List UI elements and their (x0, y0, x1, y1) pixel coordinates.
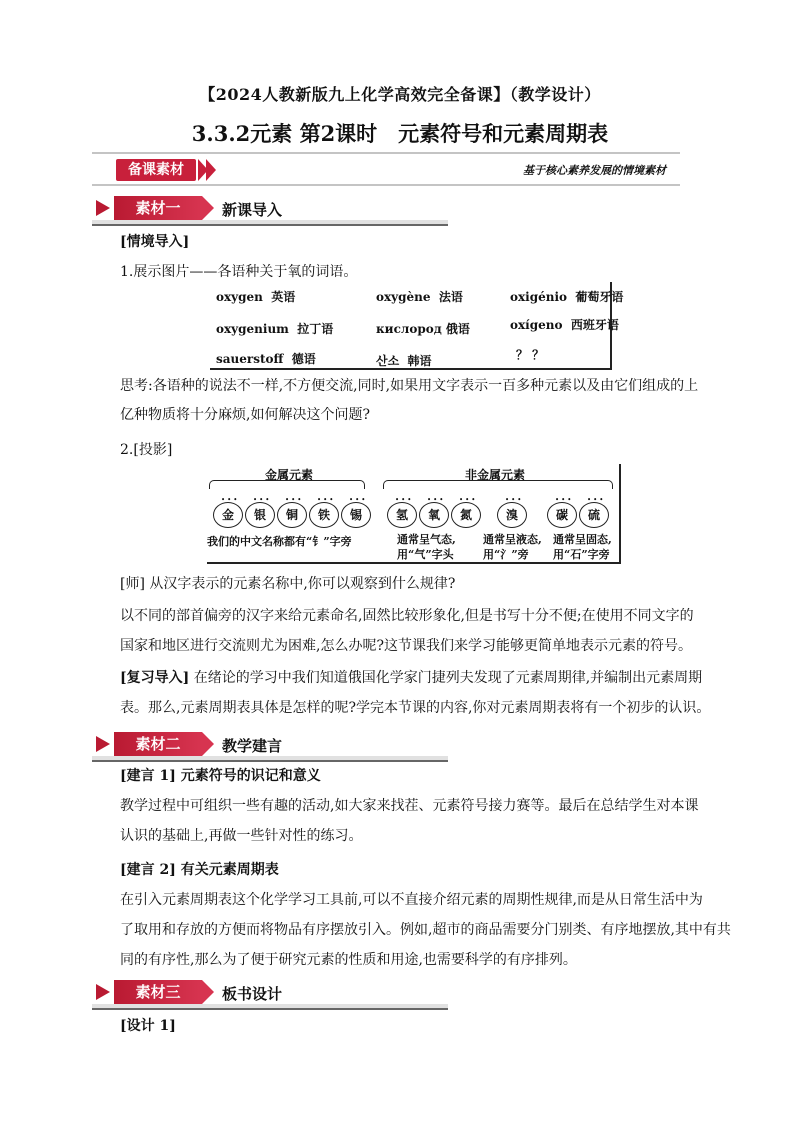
arrow-icon (96, 736, 110, 752)
advice-2-line-2: 了取用和存放的方便而将物品有序摆放引入。例如,超市的商品需要分门别类、有序地摆放,其中有共 (120, 922, 731, 938)
banner-tag: 备课素材 (116, 159, 196, 181)
word-entry: oxigénio 葡萄牙语 (510, 290, 624, 304)
nonmetal-label: 非金属元素 (465, 468, 526, 482)
element-sulfur: ••• 硫 (579, 496, 609, 526)
advice-1-heading: [建言 1] 元素符号的识记和意义 (120, 768, 321, 784)
advice-2-heading: [建言 2] 有关元素周期表 (120, 862, 279, 878)
prep-material-banner (92, 152, 680, 186)
element-iron: ••• 铁 (309, 496, 339, 526)
word-entry: oxygène 法语 (376, 290, 463, 304)
section-header-1 (92, 194, 448, 226)
advice-1-line-2: 认识的基础上,再做一些针对性的练习。 (120, 828, 363, 844)
gas-note: 通常呈气态, 用“气”字头 (397, 533, 456, 561)
metal-label: 金属元素 (265, 468, 314, 482)
arrow-icon (96, 984, 110, 1000)
word-entry: oxygen 英语 (216, 290, 296, 304)
metal-note: 我们的中文名称都有“钅”字旁 (207, 535, 352, 548)
review-line-2: 表。那么,元素周期表具体是怎样的呢?学完本节课的内容,你对元素周期表将有一个初步的认识。 (120, 700, 711, 716)
teacher-question: [师] 从汉字表示的元素名称中,你可以观察到什么规律? (120, 576, 456, 592)
element-radical-projection (207, 464, 621, 564)
element-nitrogen: ••• 氮 (451, 496, 481, 526)
element-tin: ••• 锡 (341, 496, 371, 526)
liquid-note: 通常呈液态, 用“氵”旁 (483, 533, 542, 561)
chevron-icon (206, 159, 216, 181)
answer-line-2: 国家和地区进行交流则尤为困难,怎么办呢?这节课我们来学习能够更简单地表示元素的符号。 (120, 638, 692, 654)
section-tag: 素材三 (114, 980, 202, 1004)
element-oxygen: ••• 氧 (419, 496, 449, 526)
element-silver: ••• 银 (245, 496, 275, 526)
element-gold: ••• 金 (213, 496, 243, 526)
banner-subtitle: 基于核心素养发展的情境素材 (523, 164, 666, 177)
solid-note: 通常呈固态, 用“石”字旁 (553, 533, 612, 561)
oxygen-word-table (210, 282, 624, 370)
advice-1-line-1: 教学过程中可组织一些有趣的活动,如大家来找茬、元素符号接力赛等。最后在总结学生对本课 (120, 798, 699, 814)
document-title: 3.3.2元素 第2课时 元素符号和元素周期表 (191, 121, 609, 146)
word-entry: oxygenium 拉丁语 (216, 322, 334, 336)
section-title: 板书设计 (222, 985, 283, 1003)
advice-2-line-1: 在引入元素周期表这个化学学习工具前,可以不直接介绍元素的周期性规律,而是从日常生活中为 (120, 892, 703, 908)
intro-label: [情境导入] (120, 234, 190, 250)
word-entry: 산소 韩语 (376, 354, 432, 368)
section-tag: 素材一 (114, 196, 202, 220)
section-header-2 (92, 730, 448, 762)
document-header: 【2024人教新版九上化学高效完全备课】（教学设计） (199, 85, 601, 104)
arrow-icon (96, 200, 110, 216)
item-2: 2.[投影] (120, 442, 173, 458)
advice-2-line-3: 同的有序性,那么为了便于研究元素的性质和用途,也需要科学的有序排列。 (120, 952, 577, 968)
section-title: 教学建言 (222, 737, 283, 755)
answer-line-1: 以不同的部首偏旁的汉字来给元素命名,固然比较形象化,但是书写十分不便;在使用不同文字的 (120, 608, 694, 624)
word-entry: ？ ？ (516, 348, 545, 362)
item-1: 1.展示图片——各语种关于氧的词语。 (120, 264, 358, 280)
section-title: 新课导入 (222, 201, 283, 219)
element-copper: ••• 铜 (277, 496, 307, 526)
element-carbon: ••• 碳 (547, 496, 577, 526)
think-line-1: 思考:各语种的说法不一样,不方便交流,同时,如果用文字表示一百多种元素以及由它们组成的上 (120, 378, 699, 394)
element-hydrogen: ••• 氢 (387, 496, 417, 526)
section-tag: 素材二 (114, 732, 202, 756)
element-bromine: ••• 溴 (497, 496, 527, 526)
section-header-3 (92, 978, 448, 1010)
design-1-label: [设计 1] (120, 1018, 176, 1034)
think-line-2: 亿种物质将十分麻烦,如何解决这个问题? (120, 407, 370, 423)
word-entry: sauerstoff 德语 (216, 352, 316, 366)
word-entry: oxígeno 西班牙语 (510, 318, 619, 332)
word-entry: кислород 俄语 (376, 322, 470, 336)
review-line-1: [复习导入] 在绪论的学习中我们知道俄国化学家门捷列夫发现了元素周期律,并编制出元素周期 (120, 670, 703, 686)
